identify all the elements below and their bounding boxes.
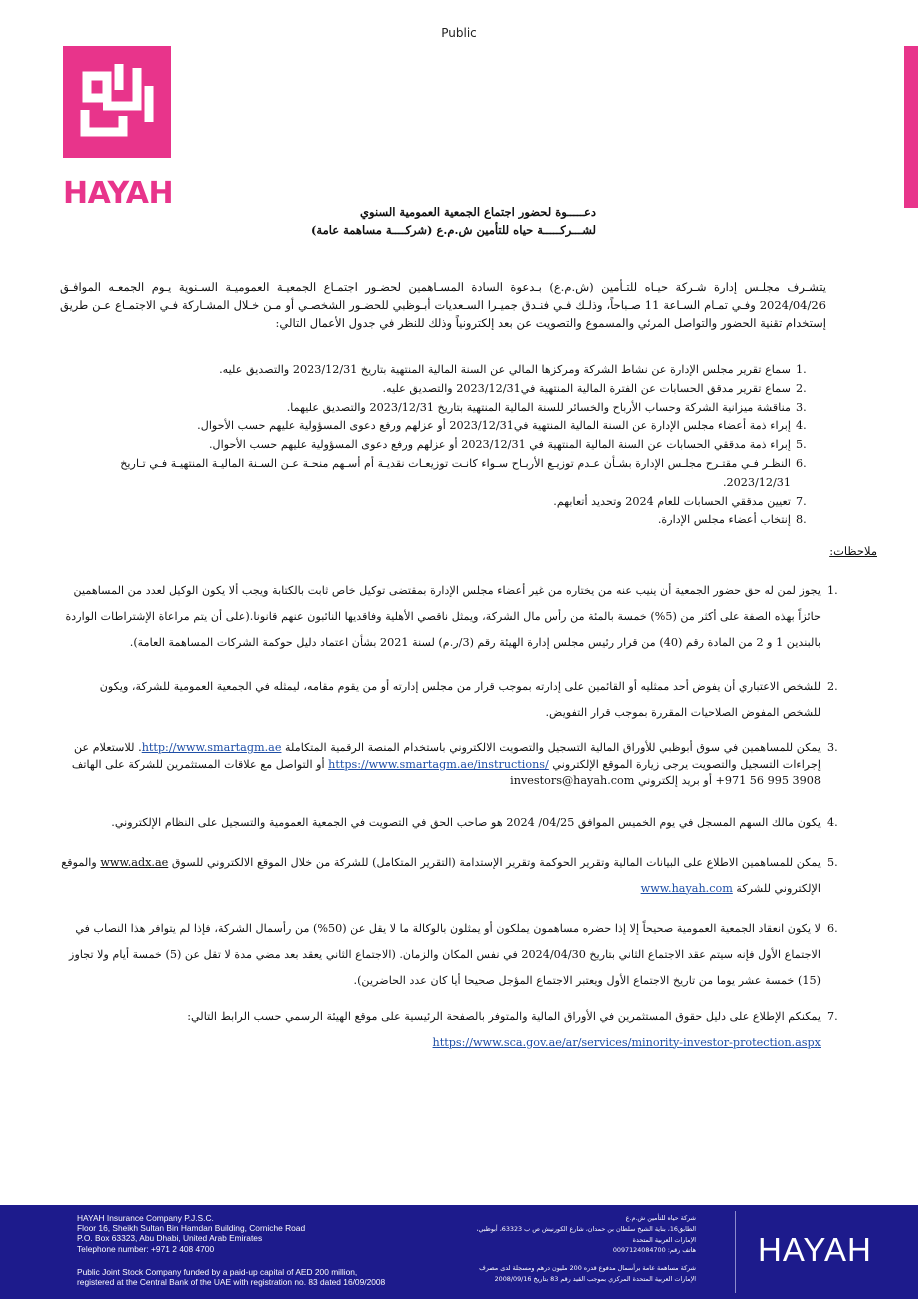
hayah-website-link[interactable]: www.hayah.com [640, 881, 733, 895]
smartagm-instructions-link[interactable]: https://www.smartagm.ae/instructions/ [328, 757, 549, 771]
hayah-logo-icon [63, 46, 171, 158]
agenda-list [60, 361, 826, 530]
title-line-1: دعـــــوة لحضور اجتماع الجمعية العمومية السنوي [360, 205, 596, 219]
agenda-item: 2. سماع تقرير مدقق الحسابات عن الفترة المالية المنتهية في2023/12/31 والتصديق عليه. [382, 381, 807, 395]
note-item: 6. لا يكون انعقاد الجمعية العمومية صحيحاً إلا إذا حضره مساهمون يملكون أو يمثلون بالوكالة ما لا يقل عن (50%) من رأسمال الشركة، فإذا لم يتوافر هذا النصاب في الاجتماع الأول فإنه سيتم عقد الاجتماع الثاني بتاريخ 2024/04/30 في نفس المكان والزمان. (الاجتماع الثاني يعقد بعد مضي مدة لا تقل عن (5) خمسة أيام ولا تجاوز (15) خمسة عشر يوما من تاريخ الاجتماع الأول ويعتبر الاجتماع المؤجل صحيحا أيا كان عدد الحاضرين). [69, 921, 838, 987]
agenda-item: 4. إبراء ذمة أعضاء مجلس الإدارة عن السنة المالية المنتهية في2023/12/31 أو عزلهم ورفع دعوى المسؤولية عليهم حسب الأحوال. [197, 419, 807, 433]
intro-paragraph: يتشـرف مجلـس إدارة شـركة حيـاه للتـأمين (ش.م.ع) بـدعوة السادة المسـاهمين لحضـور اجتمـاع الجمعيـة العموميـة السـنوية يـوم الجمعـه الموافـق 2024/04/26 وفـي تمـام السـاعة 11 صـباحاً، وذلـك فـي فنـدق جميـرا السـعديات أبـوظبي للحضـور الشخصـي أو مـن خـلال المشـاركة فـي الاجتمـاع عـن طريق إستخدام تقنية الحضور والتواصل المرئي والمسموع والتصويت عن بعد إلكترونياً وذلك للنظر في جدول الأعمال التالي: [60, 280, 827, 330]
footer-registration-en: Public Joint Stock Company funded by a paid-up capital of AED 200 million, registered at the Central Bank of the UAE with registration no. 83 dated 16/09/2008 [77, 1267, 386, 1288]
agenda-item: 8. إنتخاب أعضاء مجلس الإدارة. [657, 513, 807, 527]
note-item: 4. يكون مالك السهم المسجل في يوم الخميس الموافق 04/25/ 2024 هو صاحب الحق في التصويت في الجمعية العمومية والتسجيل على النظام الإلكتروني. [111, 815, 838, 829]
classification-label: Public [441, 26, 477, 40]
adx-link[interactable]: www.adx.ae [100, 855, 169, 869]
logo-wordmark: HAYAH [63, 176, 174, 211]
smartagm-link[interactable]: http://www.smartagm.ae [141, 741, 282, 754]
note-item: 3. يمكن للمساهمين في سوق أبوظبي للأوراق المالية التسجيل والتصويت الالكتروني باستخدام المنصة الرقمية المتكاملة http://www.smartagm.ae. للاستعلام عن إجراءات التسجيل والتصويت يرجى زيارة الموقع الإلكتروني https://www.smartagm.ae/instructions/ أو التواصل مع علاقات المستثمرين للشركة على الهاتف 3908 995 56 971+ أو بريد إلكتروني investors@hayah.com [71, 741, 838, 787]
note-item: 1. يجوز لمن له حق حضور الجمعية أن ينيب عنه من يختاره من غير أعضاء مجلس الإدارة بمقتضى توكيل خاص ثابت بالكتابة ويجب ألا يكون الوكيل لعدد من المساهمين حائزاً بهذه الصفة على أكثر من (5%) خمسة بالمئة من رأس مال الشركة، ويمثل ناقصي الأهلية وفاقديها النائبون عنهم قانونا.(على أن يتم مراعاة الإشتراطات الواردة بالبندين 1 و 2 من المادة رقم (40) من قرار رئيس مجلس إدارة الهيئة رقم (3/ر.م) لسنة 2021 بشأن اعتماد دليل حوكمة الشركات المساهمة العامة). [65, 584, 838, 649]
invitation-titles [196, 203, 596, 239]
notes-list [60, 578, 853, 1056]
brand-accent-bar [904, 46, 918, 208]
footer [0, 1205, 918, 1299]
agenda-item: 6. النظـر فـي مقتـرح مجلـس الإدارة بشـأن عـدم توزيـع الأربـاح سـواء كانـت توزيعـات نقديـة أم أسـهم منحـة عـن السـنة الماليـة المنتهيـة فـي تـاريخ 2023/12/31. [120, 456, 807, 489]
footer-brand-wordmark: HAYAH [758, 1231, 872, 1268]
footer-address-ar: شركة حياه للتأمين ش.م.ع الطابق16، بناية الشيخ سلطان بن حمدان، شارع الكورنيش ص ب 63323، أبوظبي، الإمارات العربية المتحدة هاتف رقم: 0097124084700 [476, 1214, 696, 1255]
note-item: 5. يمكن للمساهمين الاطلاع على البيانات المالية وتقرير الحوكمة وتقرير الإستدامة (التقرير المتكامل) للشركة من خلال الموقع الالكتروني للسوق www.adx.ae والموقع الإلكتروني للشركة www.hayah.com [61, 855, 838, 895]
agenda-item: 1. سماع تقرير مجلس الإدارة عن نشاط الشركة ومركزها المالي عن السنة المالية المنتهية بتاريخ 2023/12/31 والتصديق عليه. [219, 363, 807, 376]
footer-address-en: HAYAH Insurance Company P.J.S.C. Floor 16, Sheikh Sultan Bin Hamdan Building, Corniche Road P.O. Box 63323, Abu Dhabi, United Arab Emirates Telephone number: +971 2 408 4700 [77, 1213, 306, 1254]
footer-divider [735, 1211, 736, 1293]
agenda-item: 5. إبراء ذمة مدققي الحسابات عن السنة المالية المنتهية في 2023/12/31 أو عزلهم ورفع دعوى المسؤولية عليهم حسب الأحوال. [208, 438, 807, 452]
title-line-2: لشـــركـــــة حياه للتأمين ش.م.ع (شركــــة مساهمة عامة) [310, 223, 596, 237]
agenda-item: 3. مناقشة ميزانية الشركة وحساب الأرباح والخسائر للسنة المالية المنتهية بتاريخ 2023/12/31 والتصديق عليهما. [286, 400, 807, 414]
footer-registration-ar: شركة مساهمة عامة برأسمال مدفوع قدره 200 مليون درهم ومسجلة لدى مصرف الإمارات العربية المتحدة المركزي بموجب القيد رقم 83 بتاريخ 2008/09/16 [479, 1264, 696, 1283]
note-item: 2. للشخص الاعتباري أن يفوض أحد ممثليه أو القائمين على إدارته بموجب قرار من مجلس إدارته أو من يقوم مقامه، ليمثله في الجمعية العمومية للشركة، ويكون للشخص المفوض الصلاحيات المقررة بموجب قرار التفويض. [99, 680, 838, 719]
note-item: 7. يمكنكم الإطلاع على دليل حقوق المستثمرين في الأوراق المالية والمتوفر بالصفحة الرئيسية على موقع الهيئة الرسمي حسب الرابط التالي: https://www.sca.gov.ae/ar/services/minority-investor-protection.aspx [187, 1009, 838, 1049]
agenda-item: 7. تعيين مدققي الحسابات للعام 2024 وتحديد أتعابهم. [553, 494, 807, 508]
sca-investor-protection-link[interactable]: https://www.sca.gov.ae/ar/services/minority-investor-protection.aspx [432, 1035, 821, 1049]
notes-heading: ملاحظات: [829, 544, 877, 558]
